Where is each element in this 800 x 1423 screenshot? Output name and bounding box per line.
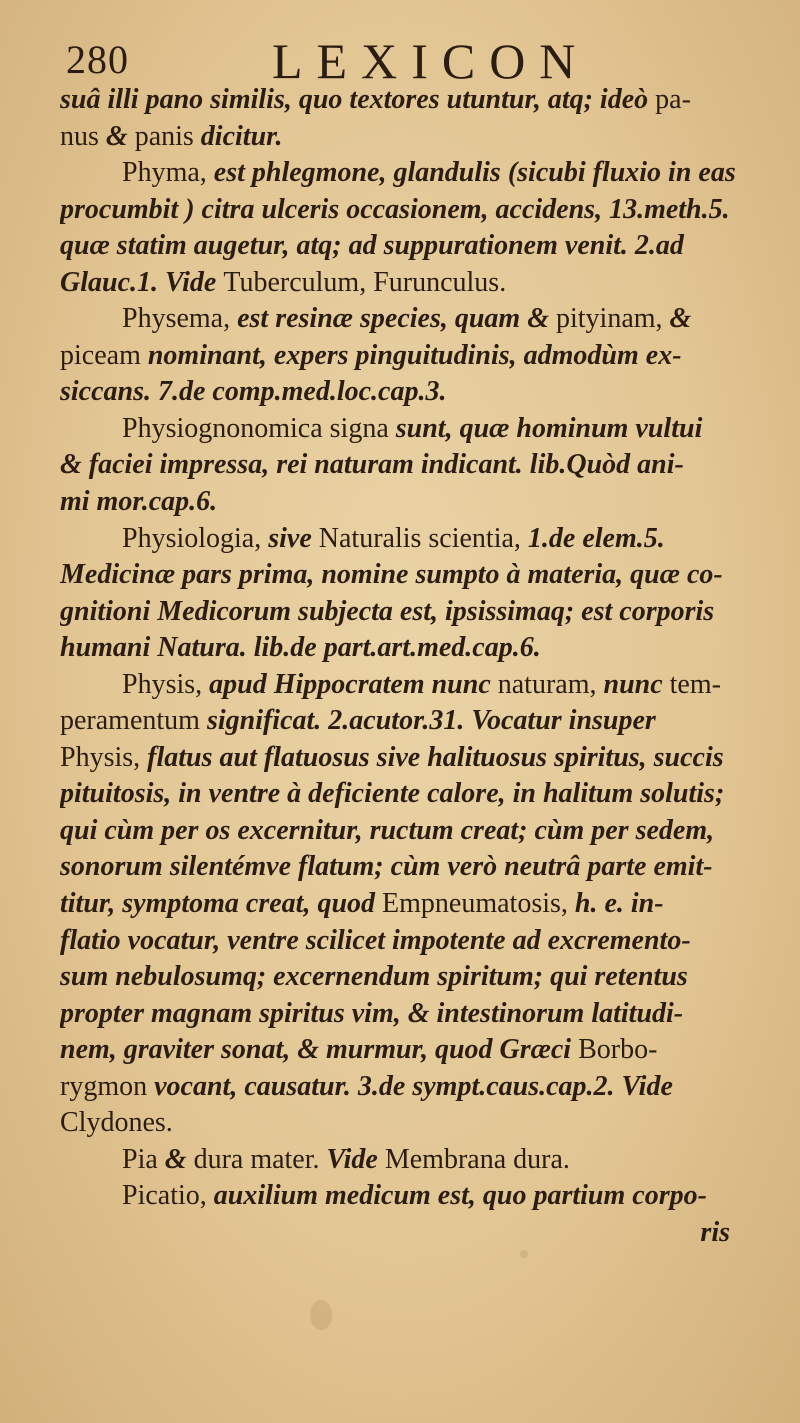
text-line <box>60 411 750 448</box>
text-line <box>60 1032 750 1069</box>
roman-text: rygmon <box>60 1070 155 1102</box>
italic-text: humani Natura. lib.de part.art.med.cap.6. <box>60 632 541 664</box>
text-line <box>60 82 750 119</box>
roman-text: naturam, <box>497 668 604 700</box>
roman-text: peramentum <box>60 705 207 737</box>
page-header <box>62 28 742 90</box>
roman-text: dura mater. <box>193 1143 327 1175</box>
italic-text: sum nebulosumq; excernendum spiritum; qui retentus <box>60 961 688 993</box>
italic-text: pituitosis, in ventre à deficiente calore, in halitum solutis; <box>60 778 725 810</box>
italic-text: nem, graviter sonat, & murmur, quod Græci <box>60 1034 579 1066</box>
italic-text: h. e. in- <box>574 888 664 920</box>
roman-text: tem- <box>669 668 721 700</box>
roman-text: pa- <box>655 84 691 115</box>
text-line <box>60 996 750 1033</box>
roman-text: Empneumatosis, <box>382 888 575 920</box>
italic-text: propter magnam spiritus vim, & intestinorum latitudi- <box>60 997 684 1029</box>
italic-text: siccans. 7.de comp.med.loc.cap.3. <box>60 376 447 408</box>
text-body <box>60 82 750 1252</box>
roman-text: panis <box>134 120 201 152</box>
roman-text: piceam <box>60 339 148 371</box>
roman-text: Borbo- <box>578 1034 658 1066</box>
italic-text: est phlegmone, glandulis (sicubi fluxio in eas <box>213 157 736 189</box>
paper-stain <box>310 1300 332 1330</box>
italic-text: significat. 2.acutor.31. Vocatur insuper <box>206 705 656 737</box>
text-line <box>60 1105 750 1142</box>
running-head: LEXICON <box>272 33 590 89</box>
roman-text: Physema, <box>122 303 238 335</box>
roman-text: Physis, <box>122 668 210 700</box>
italic-text: 1.de elem.5. <box>527 522 665 554</box>
page-number: 280 <box>66 37 129 82</box>
italic-text: sonorum silentémve flatum; cùm verò neutrâ parte emit- <box>60 851 713 883</box>
text-line <box>60 703 750 740</box>
text-line <box>60 1215 750 1252</box>
text-line <box>60 1142 750 1179</box>
italic-text: & <box>164 1143 194 1175</box>
text-line <box>60 521 750 558</box>
italic-text: sive <box>268 522 319 554</box>
italic-text: suâ illi pano similis, quo textores utuntur, atq; ideò <box>60 84 656 115</box>
italic-text: & <box>669 303 692 335</box>
italic-text: dicitur. <box>200 120 283 152</box>
italic-text: & <box>105 120 135 152</box>
roman-text: Picatio, <box>122 1180 214 1212</box>
italic-text: quæ statim augetur, atq; ad suppurationem venit. 2.ad <box>60 230 684 262</box>
italic-text: ris <box>700 1216 730 1248</box>
italic-text: & faciei impressa, rei naturam indicant. lib.Quòd ani- <box>60 449 684 481</box>
roman-text: Physiologia, <box>122 522 269 554</box>
roman-text: Membrana dura. <box>384 1143 570 1175</box>
italic-text: auxilium medicum est, quo partium corpo- <box>213 1180 707 1212</box>
text-line <box>60 447 750 484</box>
text-line <box>60 886 750 923</box>
text-line <box>60 119 750 156</box>
text-line <box>60 1178 750 1215</box>
text-line <box>60 849 750 886</box>
italic-text: procumbit ) citra ulceris occasionem, accidens, 13.meth.5. <box>60 193 730 225</box>
roman-text: Physiognonomica signa <box>122 412 396 444</box>
italic-text: mi mor.cap.6. <box>60 486 218 518</box>
italic-text: Vide <box>326 1143 385 1175</box>
roman-text: Tuberculum, Furunculus. <box>223 266 507 298</box>
italic-text: gnitioni Medicorum subjecta est, ipsissimaq; est corporis <box>60 595 715 627</box>
roman-text: Clydones. <box>60 1107 173 1139</box>
italic-text: Medicinæ pars prima, nomine sumpto à materia, quæ co- <box>60 559 723 591</box>
roman-text: Naturalis scientia, <box>318 522 528 554</box>
italic-text: flatus aut flatuosus sive halituosus spiritus, succis <box>147 741 724 773</box>
italic-text: nominant, expers pinguitudinis, admodùm ex- <box>147 339 682 371</box>
text-line <box>60 740 750 777</box>
text-line <box>60 667 750 704</box>
text-line <box>60 228 750 265</box>
roman-text: pityinam, <box>556 303 670 335</box>
roman-text: nus <box>60 120 106 152</box>
italic-text: qui cùm per os excernitur, ructum creat; cùm per sedem, <box>60 814 715 846</box>
italic-text: vocant, causatur. 3.de sympt.caus.cap.2. Vide <box>154 1070 673 1102</box>
text-line <box>60 923 750 960</box>
text-line <box>60 1069 750 1106</box>
text-line <box>60 594 750 631</box>
text-line <box>60 630 750 667</box>
italic-text: apud Hippocratem nunc <box>209 668 498 700</box>
italic-text: sunt, quæ hominum vultui <box>395 412 703 444</box>
text-line <box>60 155 750 192</box>
italic-text: nunc <box>603 668 670 700</box>
italic-text: Glauc.1. Vide <box>60 266 224 298</box>
italic-text: est resinæ species, quam & <box>237 303 556 335</box>
text-line <box>60 192 750 229</box>
text-line <box>60 484 750 521</box>
text-line <box>60 301 750 338</box>
roman-text: Phyma, <box>122 157 214 189</box>
italic-text: flatio vocatur, ventre scilicet impotente ad excremento- <box>60 924 691 956</box>
text-line <box>60 265 750 302</box>
italic-text: titur, symptoma creat, quod <box>60 888 383 920</box>
text-line <box>60 338 750 375</box>
text-line <box>60 813 750 850</box>
roman-text: Physis, <box>60 741 148 773</box>
text-line <box>60 557 750 594</box>
roman-text: Pia <box>122 1143 165 1175</box>
text-line <box>60 776 750 813</box>
text-line <box>60 959 750 996</box>
text-line <box>60 374 750 411</box>
